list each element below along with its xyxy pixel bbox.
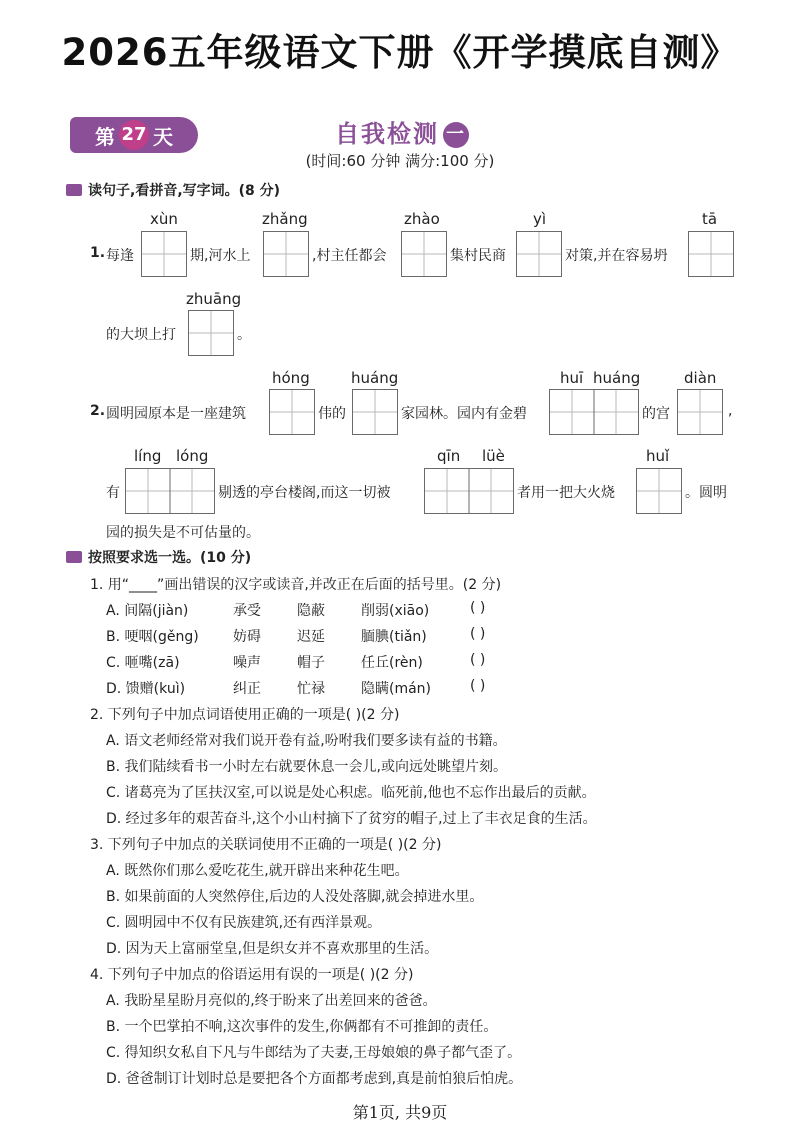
answer-box[interactable] [263,231,309,277]
sentence-text: 的大坝上打 [106,327,176,343]
question-number: 2. [90,403,106,419]
answer-box-double[interactable] [424,468,514,514]
option-word: 噪声 [233,655,261,671]
option-sentence: D. 爸爸制订计划时总是要把各个方面都考虑到,真是前怕狼后怕虎。 [106,1071,523,1087]
pinyin: zhào [404,210,440,228]
option-sentence: B. 如果前面的人突然停住,后边的人没处落脚,就会掉进水里。 [106,889,484,905]
option-sentence: C. 得知织女私自下凡与牛郎结为了夫妻,王母娘娘的鼻子都气歪了。 [106,1045,522,1061]
option-sentence: C. 圆明园中不仅有民族建筑,还有西洋景观。 [106,915,382,931]
answer-box[interactable] [352,389,398,435]
option-word: 纠正 [233,681,261,697]
sentence-text: ,村主任都会 [312,248,387,264]
option-sentence: B. 一个巴掌拍不响,这次事件的发生,你俩都有不可推卸的责任。 [106,1019,498,1035]
option-sentence: A. 我盼星星盼月亮似的,终于盼来了出差回来的爸爸。 [106,993,437,1009]
sentence-text: , [728,403,733,419]
option-word: 帽子 [297,655,325,671]
answer-box[interactable] [269,389,315,435]
answer-parentheses[interactable]: ( ) [470,600,486,616]
section-marker-icon [66,551,82,563]
document-title: 2026五年级语文下册《开学摸底自测》 [61,31,739,74]
pinyin: xùn [150,210,178,228]
day-badge [70,117,198,153]
option-word: 忙禄 [297,681,325,697]
option-sentence: C. 诸葛亮为了匡扶汉室,可以说是处心积虑。临死前,他也不忘作出最后的贡献。 [106,785,596,801]
option-word: 承受 [233,603,261,619]
answer-box[interactable] [188,310,234,356]
pinyin: tā [702,210,718,228]
section-1-heading [66,180,280,200]
option-sentence: A. 既然你们那么爱吃花生,就开辟出来种花生吧。 [106,863,409,879]
option-sentence: D. 经过多年的艰苦奋斗,这个小山村摘下了贫穷的帽子,过上了丰衣足食的生活。 [106,811,597,827]
day-badge-number: 27 [119,120,149,150]
option-word: 任丘(rèn) [361,655,423,671]
answer-box[interactable] [688,231,734,277]
answer-box[interactable] [516,231,562,277]
pinyin: hóng [272,369,310,387]
answer-box[interactable] [141,231,187,277]
option-word: 削弱(xiāo) [361,603,430,619]
sentence-text: 园的损失是不可估量的。 [106,525,260,541]
option-word: 隐蔽 [297,603,325,619]
section-2-heading [66,547,251,567]
question-stem: 1. 用“____”画出错误的汉字或读音,并改正在后面的括号里。(2 分) [90,577,502,593]
option-sentence: B. 我们陆续看书一小时左右就要休息一会儿,或向远处眺望片刻。 [106,759,507,775]
sentence-text: 期,河水上 [190,248,251,264]
day-badge-suffix: 天 [153,124,173,149]
sentence-text: 家园林。园内有金碧 [401,406,527,422]
sentence-text: 。 [237,327,251,343]
pinyin: zhǎng [262,210,308,228]
sentence-text: 集村民商 [450,248,506,264]
pinyin: huáng [593,369,641,387]
pinyin: lóng [176,447,209,465]
sentence-text: 圆明园原本是一座建筑 [106,406,246,422]
sentence-text: 每逢 [106,248,134,264]
answer-parentheses[interactable]: ( ) [470,678,486,694]
sentence-text: 剔透的亭台楼阁,而这一切被 [218,485,391,501]
option-word: 隐瞒(mán) [361,681,432,697]
answer-box-double[interactable] [549,389,639,435]
sentence-text: 者用一把大火烧 [517,485,615,501]
sentence-text: 的宫 [642,406,670,422]
option-label: A. 间隔(jiàn) [106,603,189,619]
test-number-icon: 一 [443,122,469,148]
option-word: 迟延 [297,629,325,645]
option-word: 妨碍 [233,629,261,645]
page-footer: 第1页, 共9页 [352,1103,448,1122]
sentence-text: 伟的 [318,406,346,422]
time-info: (时间:60 分钟 满分:100 分) [305,152,495,170]
pinyin: huáng [351,369,399,387]
test-title [335,114,469,149]
answer-box[interactable] [401,231,447,277]
answer-parentheses[interactable]: ( ) [470,626,486,642]
section-marker-icon [66,184,82,196]
pinyin: diàn [684,369,717,387]
pinyin: huī [560,369,584,387]
sentence-text: 有 [106,485,120,501]
question-number: 1. [90,245,106,261]
answer-box[interactable] [677,389,723,435]
day-badge-prefix: 第 [95,124,115,149]
question-stem: 2. 下列句子中加点词语使用正确的一项是( )(2 分) [90,707,400,723]
sentence-text: 。圆明 [685,485,727,501]
option-sentence: A. 语文老师经常对我们说开卷有益,吩咐我们要多读有益的书籍。 [106,733,507,749]
option-sentence: D. 因为天上富丽堂皇,但是织女并不喜欢那里的生活。 [106,941,439,957]
answer-box[interactable] [636,468,682,514]
pinyin: lüè [482,447,505,465]
option-label: B. 哽咽(gěng) [106,629,199,645]
section-1-heading-text: 读句子,看拼音,写字词。(8 分) [88,183,281,199]
pinyin: qīn [437,447,461,465]
question-stem: 4. 下列句子中加点的俗语运用有误的一项是( )(2 分) [90,967,414,983]
section-2-heading-text: 按照要求选一选。(10 分) [88,550,252,566]
pinyin: zhuāng [186,290,242,308]
sentence-text: 对策,并在容易坍 [565,248,668,264]
pinyin: huǐ [646,447,670,465]
option-label: D. 馈赠(kuì) [106,681,186,697]
pinyin: yì [533,210,547,228]
pinyin: líng [134,447,162,465]
option-word: 腼腆(tiǎn) [361,629,427,645]
question-stem: 3. 下列句子中加点的关联词使用不正确的一项是( )(2 分) [90,837,442,853]
option-label: C. 咂嘴(zā) [106,655,180,671]
answer-parentheses[interactable]: ( ) [470,652,486,668]
test-title-text: 自我检测 [335,120,439,148]
answer-box-double[interactable] [125,468,215,514]
